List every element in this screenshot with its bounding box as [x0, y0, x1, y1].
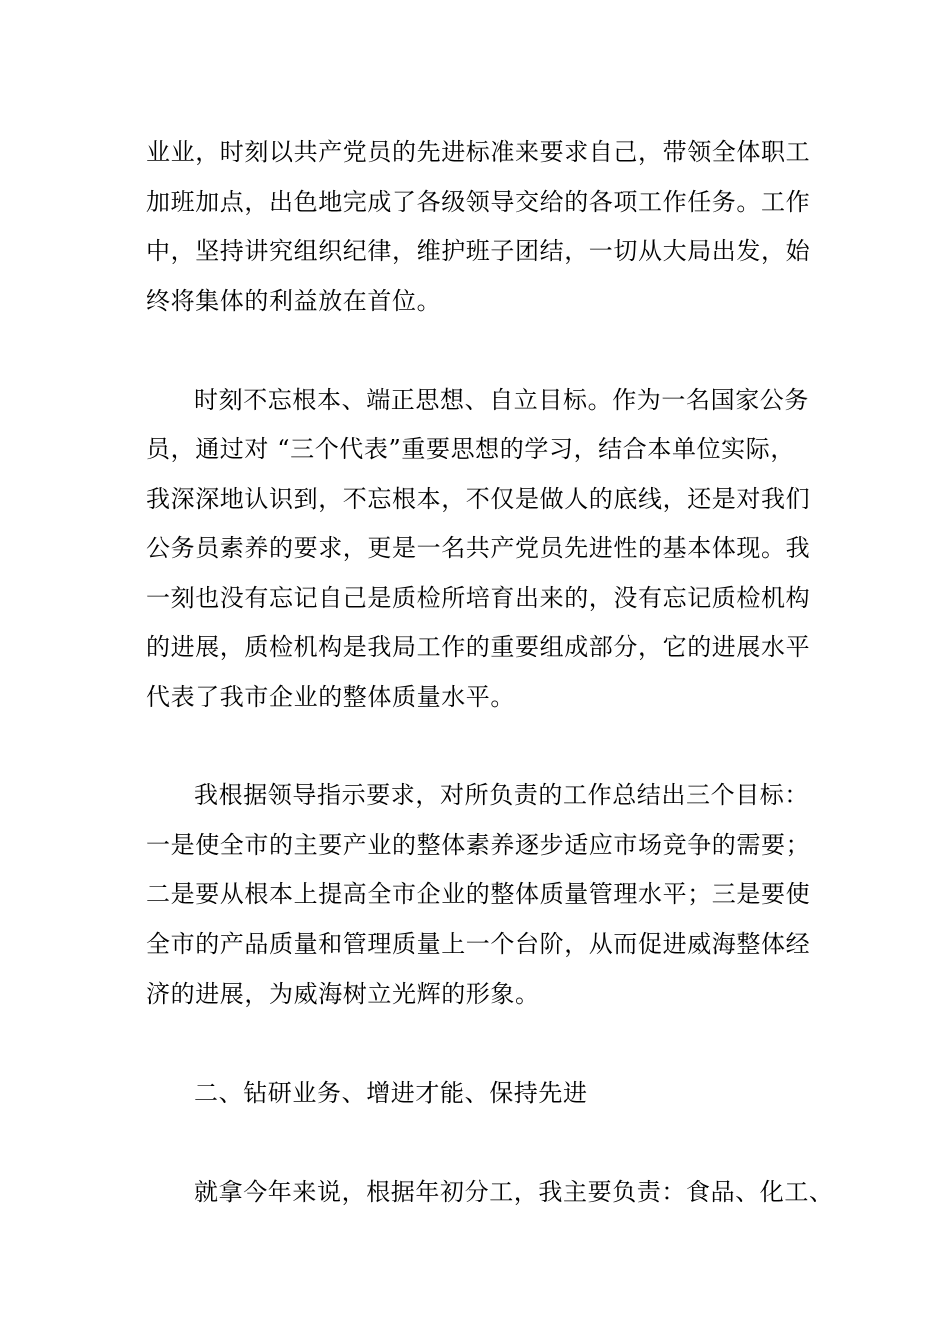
paragraph-1-line-4: 终将集体的利益放在首位。	[146, 287, 442, 315]
paragraph-3-line-3: 二是要从根本上提高全市企业的整体质量管理水平；三是要使	[146, 880, 811, 908]
paragraph-2-line-5: 一刻也没有忘记自己是质检所培育出来的，没有忘记质检机构	[146, 584, 811, 612]
paragraph-3-line-4: 全市的产品质量和管理质量上一个台阶，从而促进威海整体经	[146, 930, 811, 958]
paragraph-2-line-7: 代表了我市企业的整体质量水平。	[146, 683, 515, 711]
paragraph-2-line-6: 的进展，质检机构是我局工作的重要组成部分，它的进展水平	[146, 633, 811, 661]
paragraph-1-line-3: 中，坚持讲究组织纪律，维护班子团结，一切从大局出发，始	[146, 237, 811, 265]
paragraph-3-line-5: 济的进展，为威海树立光辉的形象。	[146, 980, 540, 1008]
paragraph-1-line-2: 加班加点，出色地完成了各级领导交给的各项工作任务。工作	[146, 188, 811, 216]
paragraph-3-line-1: 我根据领导指示要求，对所负责的工作总结出三个目标：	[194, 781, 809, 809]
paragraph-1-line-1: 业业，时刻以共产党员的先进标准来要求自己，带领全体职工	[146, 138, 811, 166]
paragraph-2-line-3: 我深深地认识到，不忘根本，不仅是做人的底线，还是对我们	[146, 485, 811, 513]
paragraph-2-line-2: 员，通过对 “三个代表”重要思想的学习，结合本单位实际，	[146, 435, 795, 463]
paragraph-4-line-1: 就拿今年来说，根据年初分工，我主要负责：食品、化工、	[194, 1178, 834, 1206]
paragraph-2-line-1: 时刻不忘根本、端正思想、自立目标。作为一名国家公务	[194, 386, 809, 414]
paragraph-2-line-4: 公务员素养的要求，更是一名共产党员先进性的基本体现。我	[146, 534, 811, 562]
section-heading: 二、钻研业务、增进才能、保持先进	[194, 1079, 588, 1107]
paragraph-3-line-2: 一是使全市的主要产业的整体素养逐步适应市场竞争的需要；	[146, 831, 811, 859]
